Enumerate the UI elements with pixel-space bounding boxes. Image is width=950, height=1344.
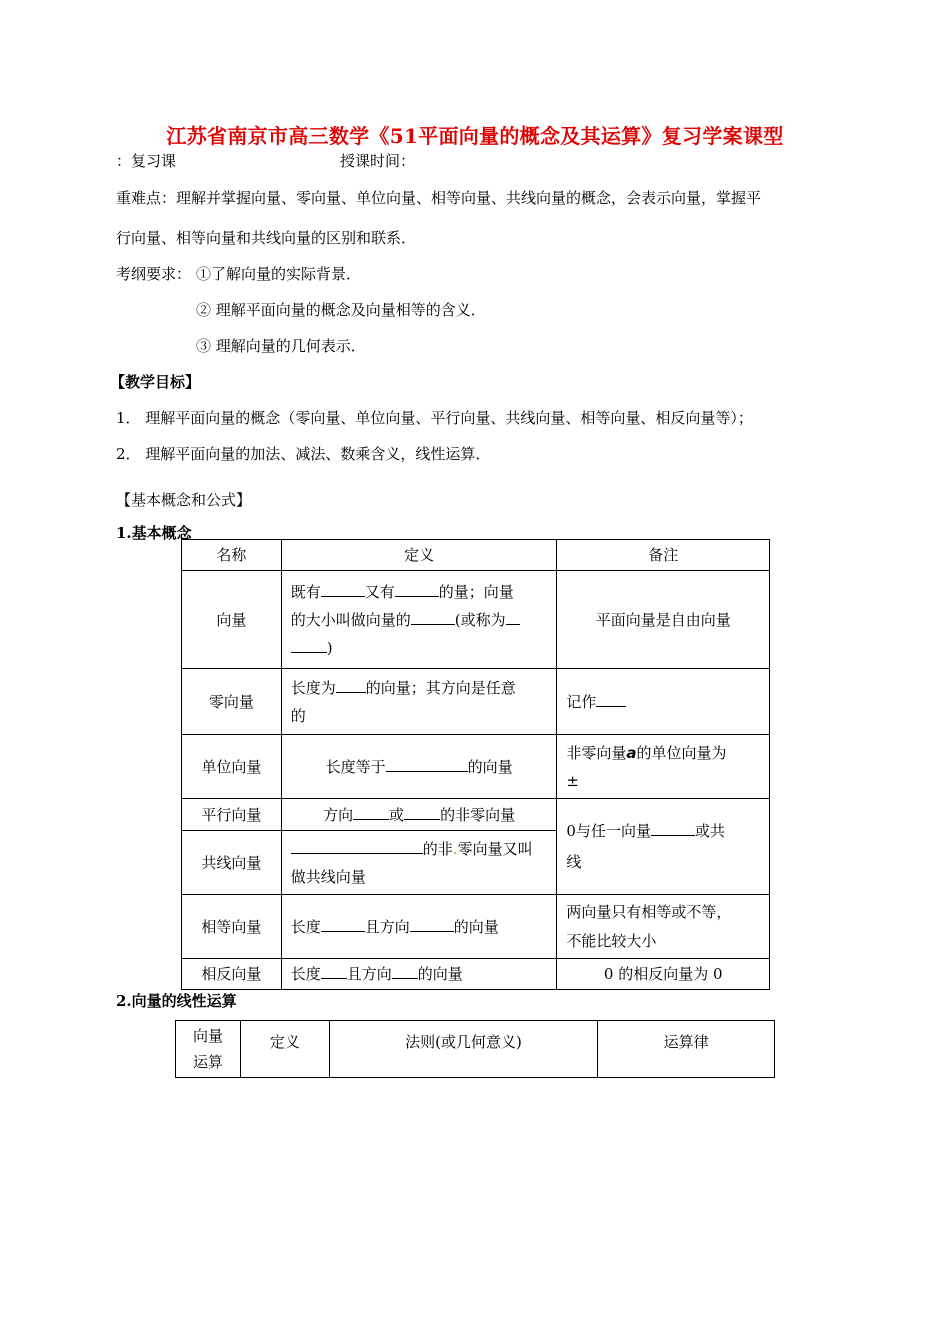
def-text: (或称为 (454, 610, 506, 629)
note-text: 两向量只有相等或不等， (566, 902, 732, 921)
row-note-opposite: 0 的相反向量为 0 (557, 959, 770, 990)
def-text: 的量；向量 (438, 582, 514, 601)
def-text: 长度为 (290, 678, 336, 697)
fill-blank (506, 606, 520, 625)
table-row (182, 669, 770, 735)
row-def-parallel (281, 799, 557, 831)
header-operation (176, 1021, 241, 1078)
section2-heading-text: 2.向量的线性运算 (116, 992, 237, 1010)
table-row (182, 799, 770, 831)
fill-blank (321, 960, 347, 979)
row-note-unit (557, 735, 770, 799)
def-text: 的向量 (467, 757, 513, 776)
vector-variable: a (626, 743, 637, 762)
table-row (182, 895, 770, 959)
class-time-label: 授课时间： (340, 152, 416, 170)
def-text: 的向量 (417, 965, 463, 983)
fill-blank (386, 753, 468, 772)
row-name-parallel: 平行向量 (182, 799, 282, 831)
linear-operations-table (175, 1020, 775, 1078)
fill-blank (353, 801, 389, 820)
goal-item-1: 1． 理解平面向量的概念（零向量、单位向量、平行向量、共线向量、相等向量、相反向量等）； (116, 409, 753, 427)
section2-heading (116, 990, 237, 1011)
note-text: 不能比较大小 (566, 931, 657, 950)
note-text: 非零向量 (566, 743, 627, 762)
row-note-vector: 平面向量是自由向量 (557, 571, 770, 669)
fill-blank (392, 960, 418, 979)
note-text: 或共 (694, 821, 725, 840)
row-note-parallel-collinear (557, 799, 770, 895)
def-text: ) (326, 638, 333, 657)
table-row (182, 735, 770, 799)
def-text: 又有 (364, 582, 395, 601)
goals-heading: 【教学目标】 (110, 373, 201, 391)
row-note-zero (557, 669, 770, 735)
requirements-label: 考纲要求： (116, 265, 192, 283)
header-text: 运算 (192, 1053, 223, 1071)
def-text: 长度 (290, 965, 321, 983)
fill-blank (336, 674, 366, 693)
def-text: 零向量又叫 (457, 839, 533, 858)
page-title: 江苏省南京市高三数学《51平面向量的概念及其运算》复习学案课型 (166, 124, 784, 148)
header-law: 运算律 (598, 1021, 775, 1078)
def-text: 做共线向量 (290, 867, 366, 886)
row-note-equal (557, 895, 770, 959)
basics-heading: 【基本概念和公式】 (116, 491, 252, 509)
def-text: 既有 (290, 582, 321, 601)
def-text: 长度等于 (325, 757, 386, 776)
fill-blank (410, 913, 454, 932)
header-rule: 法则(或几何意义) (329, 1021, 598, 1078)
fill-blank (291, 835, 423, 854)
fill-blank (395, 578, 439, 597)
def-text: 或 (389, 805, 405, 824)
row-def-collinear (281, 831, 557, 895)
row-name-equal: 相等向量 (182, 895, 282, 959)
fill-blank (321, 913, 365, 932)
table-row (182, 959, 770, 990)
def-text: 的向量 (453, 917, 499, 936)
goal-item-2: 2． 理解平面向量的加法、减法、数乘含义，线性运算． (116, 445, 491, 463)
fill-blank (411, 606, 455, 625)
note-text: 0与任一向量 (566, 821, 651, 840)
fill-blank (404, 801, 440, 820)
key-points-line1: 重难点：理解并掌握向量、零向量、单位向量、相等向量、共线向量的概念，会表示向量，掌握平 (116, 189, 762, 207)
table-row (182, 571, 770, 669)
header-definition: 定义 (240, 1021, 329, 1078)
basic-concepts-table (181, 539, 770, 990)
def-text: 的非 (422, 839, 453, 858)
row-def-vector (281, 571, 557, 669)
row-name-unit: 单位向量 (182, 735, 282, 799)
def-text: 的向量；其方向是任意 (365, 678, 516, 697)
row-name-vector: 向量 (182, 571, 282, 669)
row-def-opposite (281, 959, 557, 990)
def-text: 且方向 (364, 917, 410, 936)
fill-blank (321, 578, 365, 597)
note-text: 的单位向量为 (636, 743, 727, 762)
def-text: 长度 (290, 917, 321, 936)
row-def-unit (281, 735, 557, 799)
row-name-collinear: 共线向量 (182, 831, 282, 895)
requirement-item-3: ③ 理解向量的几何表示． (196, 337, 366, 355)
note-text: 记作 (566, 692, 597, 711)
fill-blank (291, 634, 327, 653)
table-header-row (176, 1021, 775, 1078)
def-text: 的非零向量 (440, 805, 516, 824)
row-name-zero: 零向量 (182, 669, 282, 735)
fill-blank (651, 817, 695, 836)
plus-minus-sign: ± (566, 771, 579, 790)
header-text: 向量 (192, 1027, 223, 1045)
row-def-equal (281, 895, 557, 959)
row-def-zero (281, 669, 557, 735)
header-definition: 定义 (281, 540, 557, 571)
header-note: 备注 (557, 540, 770, 571)
def-text: 的 (290, 706, 306, 725)
header-name: 名称 (182, 540, 282, 571)
def-text: 方向 (323, 805, 354, 824)
key-points-line2: 行向量、相等向量和共线向量的区别和联系． (116, 229, 417, 247)
fill-blank (596, 688, 626, 707)
note-text: 线 (566, 852, 582, 871)
table-header-row (182, 540, 770, 571)
requirement-item-1: ①了解向量的实际背景． (196, 265, 362, 283)
def-text: 且方向 (346, 965, 392, 983)
requirement-item-2: ② 理解平面向量的概念及向量相等的含义． (196, 301, 486, 319)
section1-heading: 1.基本概念 (116, 524, 192, 542)
stray-dot-mark: . (452, 839, 458, 858)
row-name-opposite: 相反向量 (182, 959, 282, 990)
course-type: ：复习课 (116, 152, 177, 170)
def-text: 的大小叫做向量的 (290, 610, 411, 629)
